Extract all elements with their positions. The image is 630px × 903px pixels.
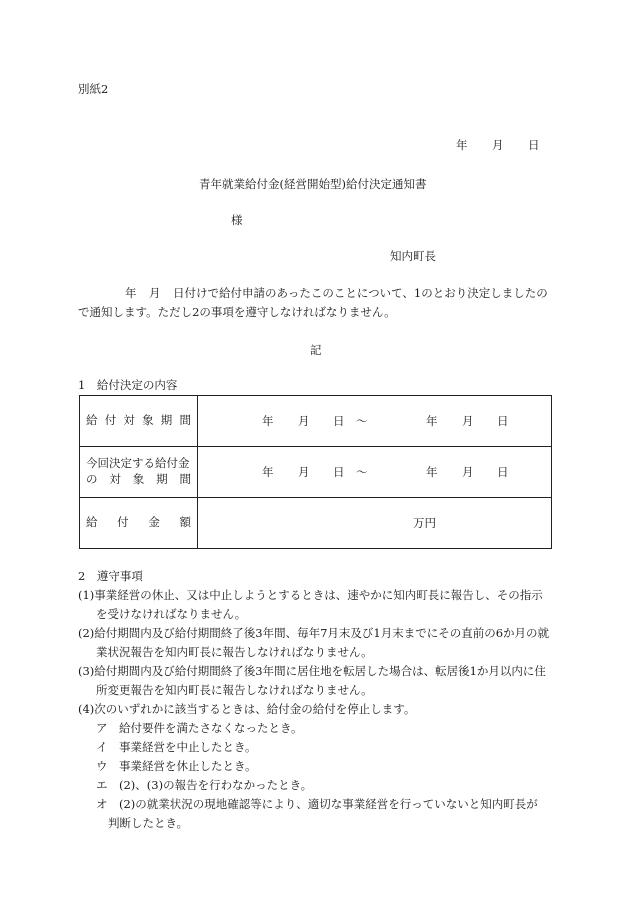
section-2-heading: 2 遵守事項 bbox=[78, 569, 143, 583]
subitem-e: エ (2)、(3)の報告を行わなかったとき。 bbox=[96, 778, 313, 792]
end-month: 月 bbox=[462, 414, 474, 428]
end-day: 日 bbox=[497, 414, 509, 428]
range-tilde: ～ bbox=[356, 414, 368, 428]
rule-2-line-2: 業状況報告を知内町長に報告しなければなりません。 bbox=[96, 645, 373, 659]
rule-3-line-1: (3)給付期間内及び給付期間終了後3年間に居住地を転居した場合は、転居後1か月以内に住 bbox=[78, 664, 546, 678]
ki-heading: 記 bbox=[310, 343, 322, 357]
end-year: 年 bbox=[426, 414, 438, 428]
rule-4-line-1: (4)次のいずれかに該当するときは、給付金の給付を停止します。 bbox=[78, 702, 416, 716]
subitem-a: ア 給付要件を満たさなくなったとき。 bbox=[96, 721, 303, 735]
period-cell bbox=[198, 396, 552, 447]
date-month: 月 bbox=[492, 138, 504, 152]
section-1-heading: 1 給付決定の内容 bbox=[78, 378, 178, 392]
body-year: 年 bbox=[125, 286, 137, 300]
end-month: 月 bbox=[462, 465, 474, 479]
end-year: 年 bbox=[426, 465, 438, 479]
amount-unit: 万円 bbox=[413, 516, 436, 530]
start-month: 月 bbox=[298, 465, 310, 479]
row1-label: 給 付 対 象 期 間 bbox=[86, 413, 191, 428]
table-row bbox=[80, 447, 552, 498]
subitem-o-continuation: 判断したとき。 bbox=[108, 816, 189, 830]
end-day: 日 bbox=[497, 465, 509, 479]
period-cell bbox=[198, 447, 552, 498]
issuer: 知内町長 bbox=[390, 249, 436, 263]
rule-3-line-2: 所変更報告を知内町長に報告しなければなりません。 bbox=[96, 683, 373, 697]
label-cell bbox=[80, 498, 198, 549]
range-tilde: ～ bbox=[356, 465, 368, 479]
addressee-suffix: 様 bbox=[231, 213, 243, 227]
date-year: 年 bbox=[456, 138, 468, 152]
body-month: 月 bbox=[149, 286, 161, 300]
grant-decision-table bbox=[79, 395, 552, 549]
table-row bbox=[80, 498, 552, 549]
amount-cell bbox=[198, 498, 552, 549]
start-year: 年 bbox=[262, 465, 274, 479]
attachment-label: 別紙2 bbox=[78, 82, 109, 96]
rule-2-line-1: (2)給付期間内及び給付期間終了後3年間、毎年7月末及び1月末までにその直前の6か月の就 bbox=[78, 626, 550, 640]
subitem-o: オ (2)の就業状況の現地確認等により、適切な事業経営を行っていないと知内町長が bbox=[96, 797, 538, 811]
subitem-u: ウ 事業経営を休止したとき。 bbox=[96, 759, 257, 773]
row2-label-line-1: 今回決定する給付金 bbox=[86, 456, 190, 471]
label-cell bbox=[80, 396, 198, 447]
start-month: 月 bbox=[298, 414, 310, 428]
rule-1-line-2: を受けなければなりません。 bbox=[96, 607, 247, 621]
document-title: 青年就業給付金(経営開始型)給付決定通知書 bbox=[199, 177, 427, 191]
rule-1-line-1: (1)事業経営の休止、又は中止しようとするときは、速やかに知内町長に報告し、その指示 bbox=[78, 588, 543, 602]
date-day: 日 bbox=[528, 138, 540, 152]
subitem-i: イ 事業経営を中止したとき。 bbox=[96, 740, 257, 754]
body-line-2: で通知します。ただし2の事項を遵守しなければなりません。 bbox=[78, 305, 396, 319]
start-day: 日 bbox=[333, 414, 345, 428]
row2-label-line-2: の 対 象 期 間 bbox=[86, 472, 191, 486]
body-line-1-text: 日付けで給付申請のあったこのことについて、1のとおり決定しましたの bbox=[173, 286, 548, 300]
label-cell bbox=[80, 447, 198, 498]
start-year: 年 bbox=[262, 414, 274, 428]
start-day: 日 bbox=[333, 465, 345, 479]
row3-label: 給 付 金 額 bbox=[86, 515, 191, 530]
table-row bbox=[80, 396, 552, 447]
